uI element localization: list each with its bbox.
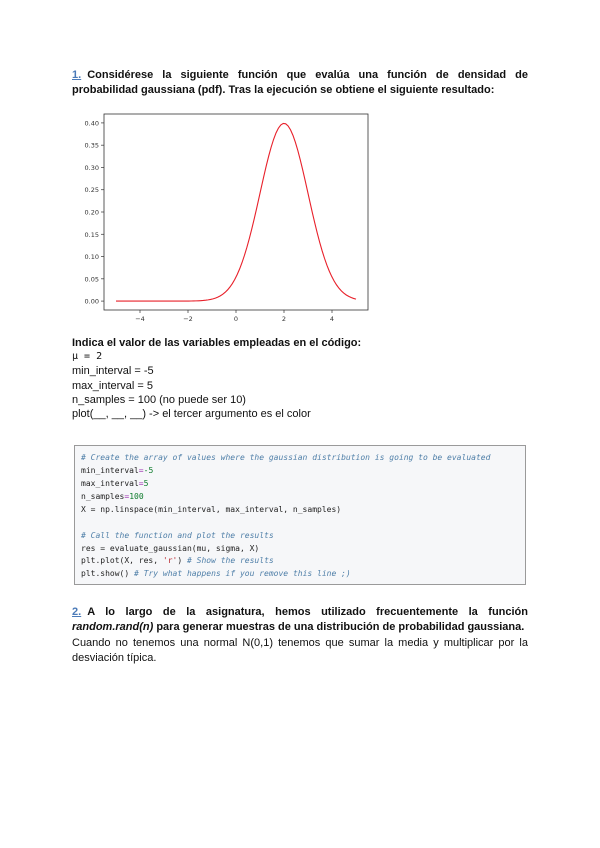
y-tick-label: 0.40 [84,119,99,128]
code-comment-2: # Call the function and plot the results [81,530,274,540]
code-plot: plt.plot(X, res, [81,556,163,566]
y-tick-label: 0.15 [84,230,99,239]
y-tick-label: 0.20 [84,208,99,217]
code-plot-end: ) [177,556,183,566]
y-tick-label: 0.35 [84,141,99,150]
answer-plot: plot(__, __, __) -> el tercer argumento es el color [72,408,311,421]
x-tick-label: 2 [281,315,287,323]
answers-block [72,336,528,421]
question-2-text-a: A lo largo de la asignatura, hemos utilizado frecuentemente la función [87,606,528,619]
question-2-func: random.rand(n) [72,620,154,633]
code-min-var: min_interval [81,466,139,476]
plot-frame [104,114,368,310]
code-max-var: max_interval [81,479,139,489]
answer-min-interval: min_interval = -5 [72,365,154,378]
answers-heading: Indica el valor de las variables empleadas en el código: [72,337,362,349]
code-show: plt.show() [81,569,130,579]
answer-n-samples: n_samples = 100 (no puede ser 10) [72,393,246,406]
x-tick-label: 4 [329,315,335,323]
code-cell: # Create the array of values where the gaussian distribution is going to be evaluated min_interval=-5 max_interval=5 n_samples=100 X = np.linspace(min_interval, max_interval, n_samples) # Call the function and plot the results res = evaluate_gaussian(mu, sigma, X) plt.plot(X, res, 'r') # Show the results plt.show() # Try what happens if you remove this line ;) [74,445,526,585]
x-tick-label: 0 [233,315,239,323]
code-max-val: 5 [143,479,149,489]
question-2 [72,605,528,634]
x-tick-label: −2 [183,315,193,323]
code-samples-var: n_samples [81,491,125,501]
y-tick-label: 0.10 [84,253,99,262]
code-evaluate: res = evaluate_gaussian(mu, sigma, X) [81,543,260,553]
question-2-answer: Cuando no tenemos una normal N(0,1) tenemos que sumar la media y multiplicar por la desviación típica. [72,637,528,664]
code-linspace: X = np.linspace(min_interval, max_interval, n_samples) [81,504,342,514]
y-tick-label: 0.30 [84,163,99,172]
question-1 [72,68,528,97]
code-comment-4: # Try what happens if you remove this line ;) [134,569,351,579]
x-tick-label: −4 [135,315,145,323]
code-plot-color: 'r' [162,556,178,566]
code-samples-val: 100 [129,491,144,501]
question-1-number: 1. [72,69,82,81]
question-2-number: 2. [72,606,82,619]
question-2-block [72,605,528,665]
y-tick-label: 0.25 [84,186,99,195]
question-1-text: Considérese la siguiente función que evalúa una función de densidad de probabilidad gaussiana (pdf). Tras la ejecución se obtiene el siguiente resultado: [72,69,528,96]
question-2-text-b: para generar muestras de una distribución de probabilidad gaussiana. [153,620,525,633]
code-comment-1: # Create the array of values where the gaussian distribution is going to be evaluated [81,453,491,463]
gaussian-chart [72,110,372,330]
y-tick-label: 0.05 [84,275,99,284]
answer-max-interval: max_interval = 5 [72,379,154,392]
answer-mu: μ = 2 [72,351,103,363]
document-page [72,68,528,665]
y-tick-label: 0.00 [84,297,99,306]
gaussian-chart-svg [72,110,372,330]
code-min-val: -5 [143,466,154,476]
code-comment-3: # Show the results [187,556,274,566]
